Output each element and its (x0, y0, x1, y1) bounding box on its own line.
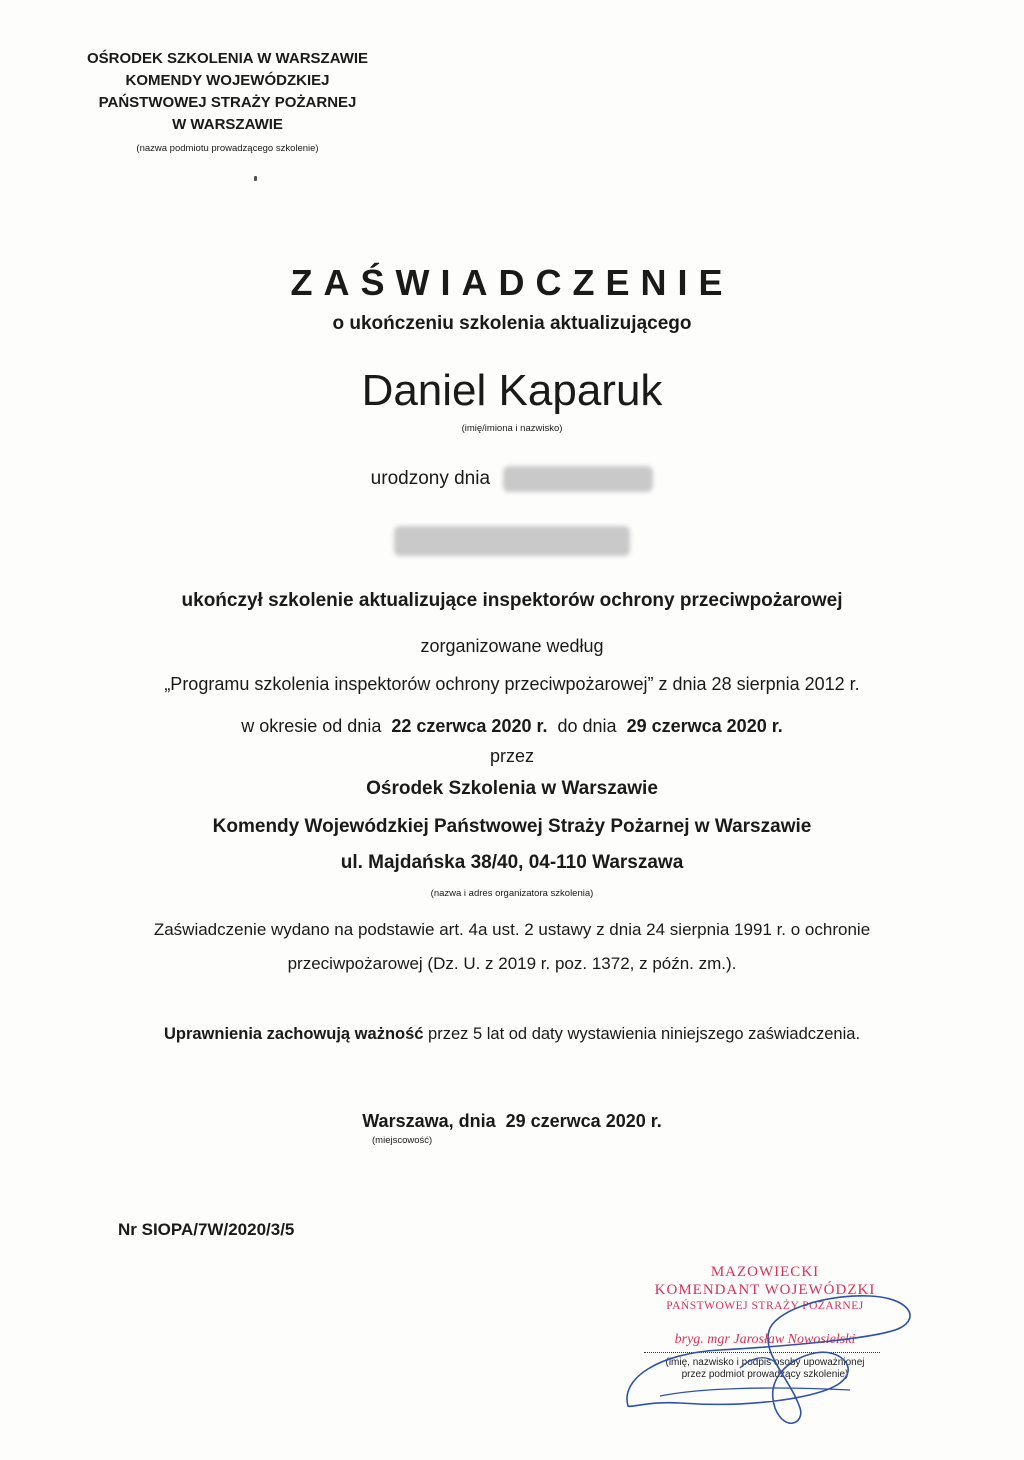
organizer-note: (nazwa i adres organizatora szkolenia) (430, 888, 594, 899)
person-name: Daniel Kaparuk (361, 366, 663, 415)
organized-by-text: zorganizowane według (420, 636, 604, 656)
signature-dotted-line (644, 1352, 880, 1353)
stamp-note-1: (imię, nazwisko i podpis osoby upoważnionej (665, 1357, 865, 1368)
stamp-note-2: przez podmiot prowadzący szkolenie) (681, 1369, 849, 1380)
course-statement: ukończył szkolenie aktualizujące inspektorów ochrony przeciwpożarowej (181, 590, 843, 611)
stamp-signer: bryg. mgr Jarosław Nowosielski (674, 1332, 856, 1347)
legal-line-2: przeciwpożarowej (Dz. U. z 2019 r. poz. 1372, z późn. zm.). (287, 954, 737, 973)
issuer-line-2: KOMENDY WOJEWÓDZKIEJ (125, 72, 330, 89)
program-text: „Programu szkolenia inspektorów ochrony przeciwpożarowej” z dnia 28 sierpnia 2012 r. (164, 674, 860, 694)
organizer-line-2: Komendy Wojewódzkiej Państwowej Straży Pożarnej w Warszawie (212, 816, 812, 837)
birth-row (0, 466, 1024, 492)
period-prefix: w okresie od dnia (241, 716, 382, 736)
issuer-block (70, 48, 385, 156)
legal-line-1: Zaświadczenie wydano na podstawie art. 4a ust. 2 ustawy z dnia 24 sierpnia 1991 r. o ochronie (153, 920, 871, 939)
issuer-note: (nazwa podmiotu prowadzącego szkolenie) (136, 143, 319, 154)
place-note: (miejscowość) (372, 1135, 433, 1146)
document-number: Nr SIOPA/7W/2020/3/5 (118, 1220, 295, 1239)
stamp-line-1: MAZOWIECKI (710, 1264, 820, 1280)
validity-statement (0, 1025, 1024, 1044)
stamp-line-2: KOMENDANT WOJEWÓDZKI (654, 1282, 876, 1298)
by-word: przez (489, 746, 534, 766)
redacted-row (0, 526, 1024, 556)
place-city: Warszawa, dnia (362, 1111, 496, 1131)
place-date-row (0, 1111, 1024, 1132)
period-start: 22 czerwca 2020 r. (391, 716, 548, 736)
official-stamp (600, 1258, 930, 1438)
place-date: 29 czerwca 2020 r. (505, 1111, 662, 1131)
organizer-line-3: ul. Majdańska 38/40, 04-110 Warszawa (340, 852, 684, 873)
ink-speck (254, 176, 257, 181)
issuer-line-1: OŚRODEK SZKOLENIA W WARSZAWIE (86, 50, 369, 67)
birth-label: urodzony dnia (370, 468, 491, 490)
redacted-birth-date (503, 466, 653, 492)
person-name-note: (imię/imiona i nazwisko) (461, 423, 563, 434)
validity-rest: przez 5 lat od daty wystawienia niniejszego zaświadczenia. (428, 1025, 861, 1043)
validity-bold: Uprawnienia zachowują ważność (163, 1025, 424, 1043)
document-subtitle: o ukończeniu szkolenia aktualizującego (332, 313, 692, 334)
redacted-birth-place (394, 526, 630, 556)
stamp-line-3: PAŃSTWOWEJ STRAŻY POŻARNEJ (666, 1300, 864, 1312)
issuer-line-3: PAŃSTWOWEJ STRAŻY POŻARNEJ (98, 94, 357, 111)
period-middle: do dnia (557, 716, 617, 736)
document-title: ZAŚWIADCZENIE (290, 262, 734, 303)
organizer-line-1: Ośrodek Szkolenia w Warszawie (366, 778, 658, 799)
issuer-line-4: W WARSZAWIE (172, 116, 283, 133)
period-row (0, 716, 1024, 737)
period-end: 29 czerwca 2020 r. (626, 716, 783, 736)
